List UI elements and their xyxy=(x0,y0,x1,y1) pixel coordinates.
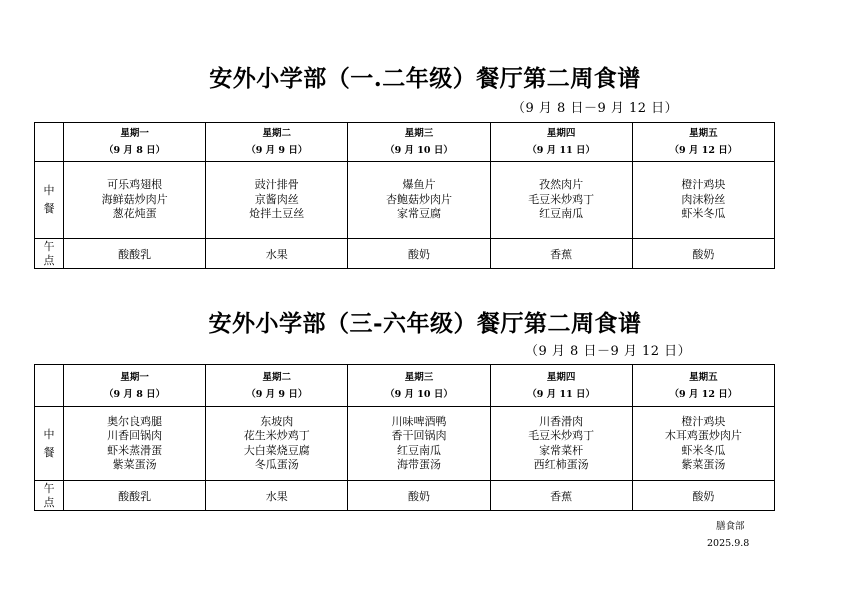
menu2-snack-cell: 酸酸乳 xyxy=(64,481,206,511)
menu2-day-header: 星期三 （9 月 10 日） xyxy=(348,365,490,407)
menu2-date-range: （9 月 8 日－9 月 12 日） xyxy=(525,344,692,359)
menu1-snack-row xyxy=(35,239,775,269)
menu1-lunch-cell: 孜然肉片 毛豆米炒鸡丁 红豆南瓜 xyxy=(490,162,632,239)
menu2-table xyxy=(34,364,775,511)
menu2-header-row xyxy=(35,365,775,407)
menu1-header-row xyxy=(35,123,775,162)
menu1-snack-cell: 酸奶 xyxy=(632,239,774,269)
menu2-day-header: 星期一 （9 月 8 日） xyxy=(64,365,206,407)
menu1-day-header: 星期一 （9 月 8 日） xyxy=(64,123,206,162)
menu2-day-header: 星期五 （9 月 12 日） xyxy=(632,365,774,407)
menu1-day-header: 星期二 （9 月 9 日） xyxy=(206,123,348,162)
menu2-snack-cell: 酸奶 xyxy=(348,481,490,511)
menu2-lunch-cell: 橙汁鸡块 木耳鸡蛋炒肉片 虾米冬瓜 紫菜蛋汤 xyxy=(632,407,774,481)
menu2-day-header: 星期二 （9 月 9 日） xyxy=(206,365,348,407)
menu1-day-header: 星期三 （9 月 10 日） xyxy=(348,123,490,162)
menu1-date-range: （9 月 8 日－9 月 12 日） xyxy=(512,101,679,116)
menu2-lunch-cell: 奥尔良鸡腿 川香回锅肉 虾米蒸滑蛋 紫菜蛋汤 xyxy=(64,407,206,481)
menu2-corner-cell xyxy=(35,365,64,407)
menu1-lunch-cell: 爆鱼片 杏鲍菇炒肉片 家常豆腐 xyxy=(348,162,490,239)
menu2-lunch-cell: 川味啤酒鸭 香干回锅肉 红豆南瓜 海带蛋汤 xyxy=(348,407,490,481)
menu1-lunch-label: 中 餐 xyxy=(35,162,64,239)
menu2-lunch-cell: 川香滑肉 毛豆米炒鸡丁 家常菜杆 西红柿蛋汤 xyxy=(490,407,632,481)
menu1-lunch-cell: 豉汁排骨 京酱肉丝 炝拌土豆丝 xyxy=(206,162,348,239)
footer-date: 2025.9.8 xyxy=(707,538,750,549)
menu2-lunch-cell: 东坡肉 花生米炒鸡丁 大白菜烧豆腐 冬瓜蛋汤 xyxy=(206,407,348,481)
menu2-snack-label: 午 点 xyxy=(35,481,64,511)
menu1-title: 安外小学部（一.二年级）餐厅第二周食谱 xyxy=(209,65,641,92)
menu1-day-header: 星期五 （9 月 12 日） xyxy=(632,123,774,162)
menu1-day-header: 星期四 （9 月 11 日） xyxy=(490,123,632,162)
menu1-snack-label: 午 点 xyxy=(35,239,64,269)
menu2-snack-cell: 香蕉 xyxy=(490,481,632,511)
footer-department: 膳食部 xyxy=(716,521,745,532)
menu1-snack-cell: 水果 xyxy=(206,239,348,269)
menu1-table xyxy=(34,122,775,269)
menu2-snack-row xyxy=(35,481,775,511)
menu1-lunch-cell: 橙汁鸡块 肉沫粉丝 虾米冬瓜 xyxy=(632,162,774,239)
menu2-snack-cell: 酸奶 xyxy=(632,481,774,511)
menu2-lunch-row xyxy=(35,407,775,481)
menu1-snack-cell: 酸奶 xyxy=(348,239,490,269)
menu1-snack-cell: 香蕉 xyxy=(490,239,632,269)
menu1-lunch-cell: 可乐鸡翅根 海鲜菇炒肉片 葱花炖蛋 xyxy=(64,162,206,239)
menu2-lunch-label: 中 餐 xyxy=(35,407,64,481)
menu2-title: 安外小学部（三-六年级）餐厅第二周食谱 xyxy=(208,310,642,337)
menu1-lunch-row xyxy=(35,162,775,239)
menu1-snack-cell: 酸酸乳 xyxy=(64,239,206,269)
menu2-day-header: 星期四 （9 月 11 日） xyxy=(490,365,632,407)
menu1-corner-cell xyxy=(35,123,64,162)
menu2-snack-cell: 水果 xyxy=(206,481,348,511)
